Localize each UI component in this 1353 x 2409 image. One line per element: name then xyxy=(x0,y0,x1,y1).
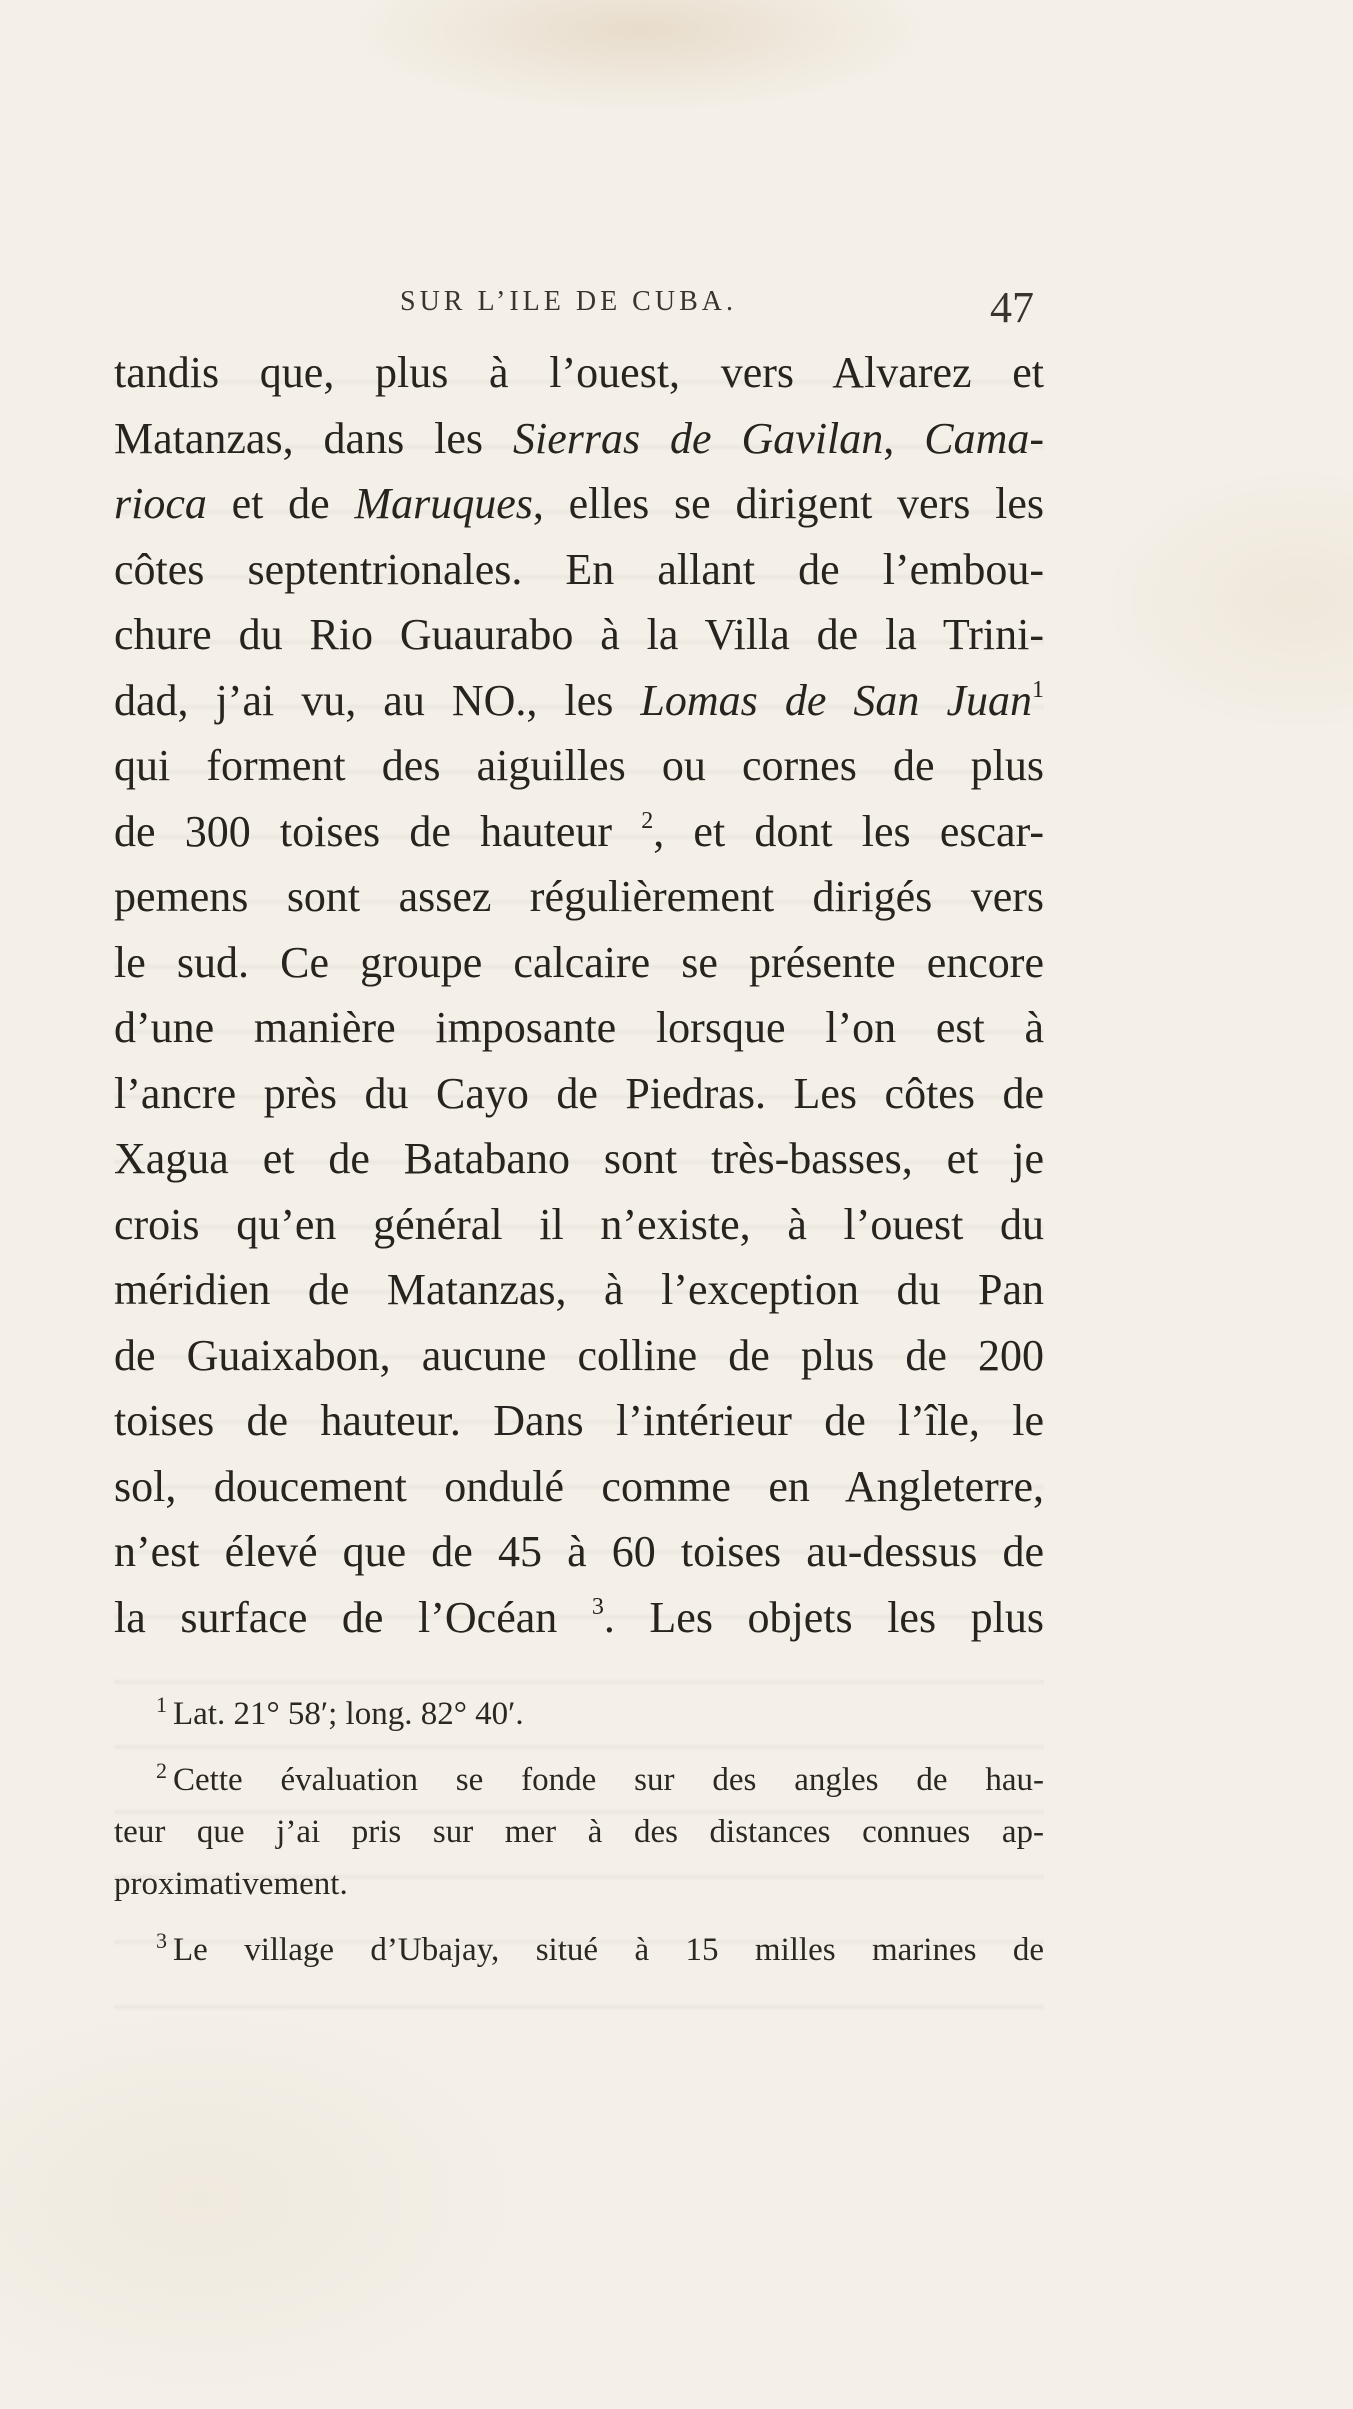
page-number: 47 xyxy=(990,283,1034,332)
footnotes xyxy=(114,1688,1044,1976)
text-line: méridien de Matanzas, à l’exception du Pan xyxy=(114,1265,1044,1314)
footnote-mark: 3 xyxy=(156,1928,167,1953)
text-line: d’une manière imposante lorsque l’on est à xyxy=(114,1003,1044,1052)
text-line: pemens sont assez régulièrement dirigés vers xyxy=(114,872,1044,921)
footnote-3: $^3$ Le village d’Ubajay, situé à 15 milles marines de xyxy=(156,1928,1044,1968)
text-line: côtes septentrionales. En allant de l’embou- xyxy=(114,544,1044,594)
text-line: qui forment des aiguilles ou cornes de plus xyxy=(114,741,1044,790)
italic-place-name: Sierras de Gavilan xyxy=(512,413,884,463)
page-header xyxy=(0,282,1353,332)
text-line: rioca et de Maruques, elles se dirigent vers les xyxy=(114,479,1044,528)
italic-place-name: Lomas de San Juan xyxy=(640,675,1032,725)
text-line: tandis que, plus à l’ouest, vers Alvarez et xyxy=(114,348,1044,397)
text-line: n’est élevé que de 45 à 60 toises au-dessus de xyxy=(114,1527,1044,1576)
text-line: crois qu’en général il n’existe, à l’ouest du xyxy=(114,1199,1044,1249)
footnote-2-continued: teur que j’ai pris sur mer à des distances connues ap- xyxy=(114,1814,1044,1850)
text-line: de 300 toises de hauteur $^2$, et dont les escar- xyxy=(114,806,1045,856)
footnote-mark: 2 xyxy=(156,1758,167,1783)
body-text xyxy=(114,340,1044,1650)
text-line: Matanzas, dans les Sierras de Gavilan, Cama- xyxy=(114,413,1045,463)
footnote-reference: 1 xyxy=(1032,676,1044,703)
footnote-reference: 3 xyxy=(591,1593,604,1620)
footnote-mark: 1 xyxy=(156,1692,167,1717)
text-line: toises de hauteur. Dans l’intérieur de l’île, le xyxy=(114,1396,1044,1445)
text-line: dad, j’ai vu, au NO., les Lomas de San Juan$^1$ xyxy=(114,675,1044,725)
footnote-2-continued: proximativement. xyxy=(114,1866,348,1902)
footnote-reference: 2 xyxy=(641,807,654,834)
text-line: le sud. Ce groupe calcaire se présente encore xyxy=(114,937,1044,987)
text-line: sol, doucement ondulé comme en Angleterre, xyxy=(114,1461,1044,1511)
italic-place-name: rioca xyxy=(114,479,207,528)
text-line: l’ancre près du Cayo de Piedras. Les côtes de xyxy=(114,1068,1044,1118)
text-line: de Guaixabon, aucune colline de plus de 200 xyxy=(114,1330,1044,1380)
italic-place-name: Cama- xyxy=(924,413,1045,463)
text-line: Xagua et de Batabano sont très-basses, et je xyxy=(114,1134,1044,1183)
italic-place-name: Maruques xyxy=(354,479,533,528)
text-line: la surface de l’Océan $^3$. Les objets les plus xyxy=(114,1592,1044,1642)
running-head: SUR L’ILE DE CUBA. xyxy=(400,286,737,317)
footnote-2: $^2$ Cette évaluation se fonde sur des angles de hau- xyxy=(156,1758,1044,1798)
text-line: chure du Rio Guaurabo à la Villa de la Trini- xyxy=(114,610,1044,659)
footnote-1: $^1$ Lat. 21° 58′; long. 82° 40′. xyxy=(156,1692,524,1732)
